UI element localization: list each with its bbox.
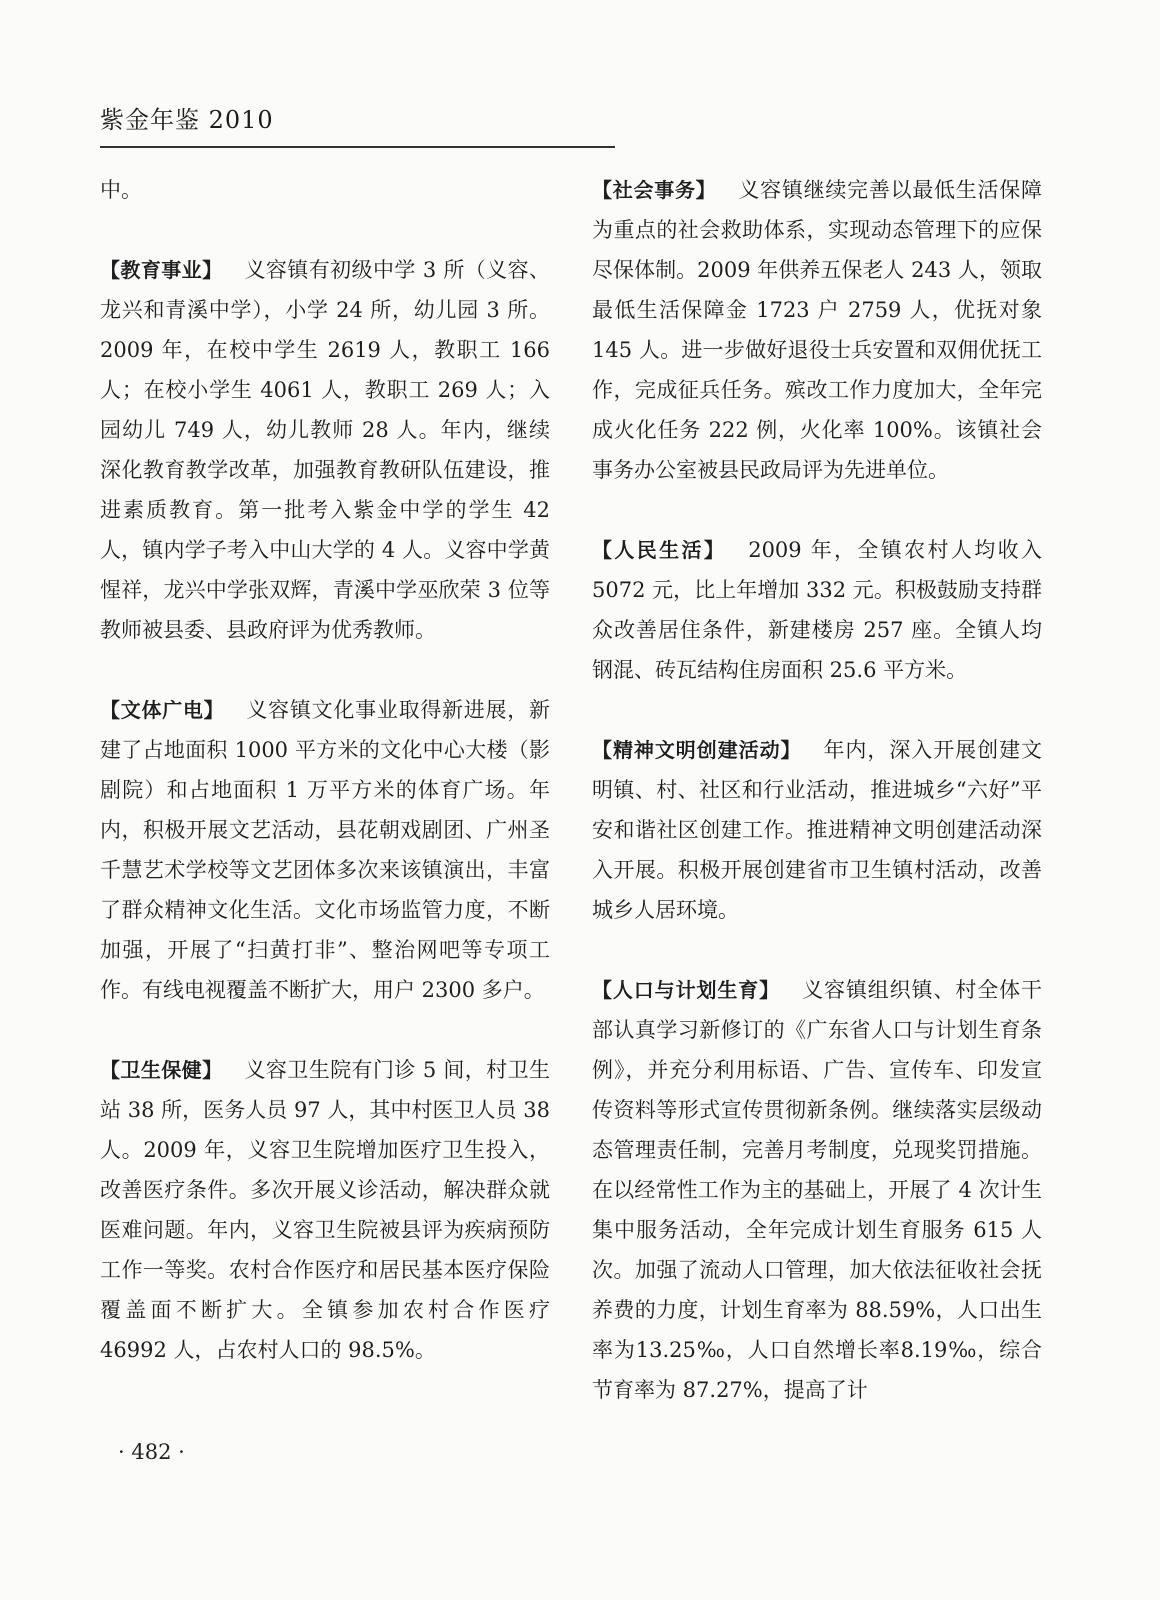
- running-head-title: 紫金年鉴 2010: [100, 106, 274, 134]
- section-civilization: [592, 730, 1042, 930]
- section-body: 义容卫生院有门诊 5 间，村卫生站 38 所，医务人员 97 人，其中村医卫人员 38 人。2009 年，义容卫生院增加医疗卫生投入，改善医疗条件。多次开展义诊活动，解决群众就医难问题。年内，义容卫生院被县评为疾病预防工作一等奖。农村合作医疗和居民基本医疗保险覆盖面不断扩大。全镇参加农村合作医疗 46992 人，占农村人口的 98.5%。: [100, 1058, 550, 1362]
- section-health: [100, 1050, 550, 1370]
- section-body: 义容镇组织镇、村全体干部认真学习新修订的《广东省人口与计划生育条例》，并充分利用标语、广告、宣传车、印发宣传资料等形式宣传贯彻新条例。继续落实层级动态管理责任制，完善月考制度，兑现奖罚措施。在以经常性工作为主的基础上，开展了 4 次计生集中服务活动，全年完成计划生育服务 615 人次。加强了流动人口管理，加大依法征收社会抚养费的力度，计划生育率为 88.59%，人口出生率为13.25‰，人口自然增长率8.19‰，综合节育率为 87.27%，提高了计: [592, 978, 1043, 1402]
- section-social-affairs: [592, 170, 1042, 490]
- section-body: 义容镇文化事业取得新进展，新建了占地面积 1000 平方米的文化中心大楼（影剧院）和占地面积 1 万平方米的体育广场。年内，积极开展文艺活动，县花朝戏剧团、广州圣千慧艺术学校等文艺团体多次来该镇演出，丰富了群众精神文化生活。文化市场监管力度，不断加强，开展了“扫黄打非”、整治网吧等专项工作。有线电视覆盖不断扩大，用户 2300 多户。: [100, 698, 550, 1002]
- section-education: [100, 250, 550, 650]
- section-population: [592, 970, 1042, 1410]
- section-body: 义容镇继续完善以最低生活保障为重点的社会救助体系，实现动态管理下的应保尽保体制。2009 年供养五保老人 243 人，领取最低生活保障金 1723 户 2759 人，优抚对象 145 人。进一步做好退役士兵安置和双佣优抚工作，完成征兵任务。殡改工作力度加大，全年完成火化任务 222 例，火化率 100%。该镇社会事务办公室被县民政局评为先进单位。: [592, 178, 1042, 482]
- left-column: [100, 170, 550, 1410]
- section-title: 【人口与计划生育】: [592, 978, 781, 1002]
- section-body: 2009 年，全镇农村人均收入 5072 元，比上年增加 332 元。积极鼓励支持群众改善居住条件，新建楼房 257 座。全镇人均钢混、砖瓦结构住房面积 25.6 平方米。: [592, 538, 1042, 682]
- section-title: 【社会事务】: [592, 178, 717, 202]
- right-column: [592, 170, 1042, 1450]
- section-livelihood: [592, 530, 1042, 690]
- section-title: 【教育事业】: [100, 258, 223, 282]
- section-body: 义容镇有初级中学 3 所（义容、龙兴和青溪中学），小学 24 所，幼儿园 3 所。2009 年，在校中学生 2619 人，教职工 166 人；在校小学生 4061 人，教职工 269 人；入园幼儿 749 人，幼儿教师 28 人。年内，继续深化教育教学改革，加强教育教研队伍建设，推进素质教育。第一批考入紫金中学的学生 42 人，镇内学子考入中山大学的 4 人。义容中学黄惺祥，龙兴中学张双辉，青溪中学巫欣荣 3 位等教师被县委、县政府评为优秀教师。: [100, 258, 550, 642]
- section-title: 【卫生保健】: [100, 1058, 223, 1082]
- section-title: 【文体广电】: [100, 698, 225, 722]
- section-body: 年内，深入开展创建文明镇、村、社区和行业活动，推进城乡“六好”平安和谐社区创建工作。推进精神文明创建活动深入开展。积极开展创建省市卫生镇村活动，改善城乡人居环境。: [592, 738, 1043, 922]
- page-number: · 482 ·: [118, 1440, 185, 1464]
- section-title: 【精神文明创建活动】: [592, 738, 802, 762]
- section-title: 【人民生活】: [592, 538, 727, 562]
- section-culture-sports: [100, 690, 550, 1010]
- continued-text: 中。: [100, 178, 142, 202]
- header-rule: [100, 146, 615, 148]
